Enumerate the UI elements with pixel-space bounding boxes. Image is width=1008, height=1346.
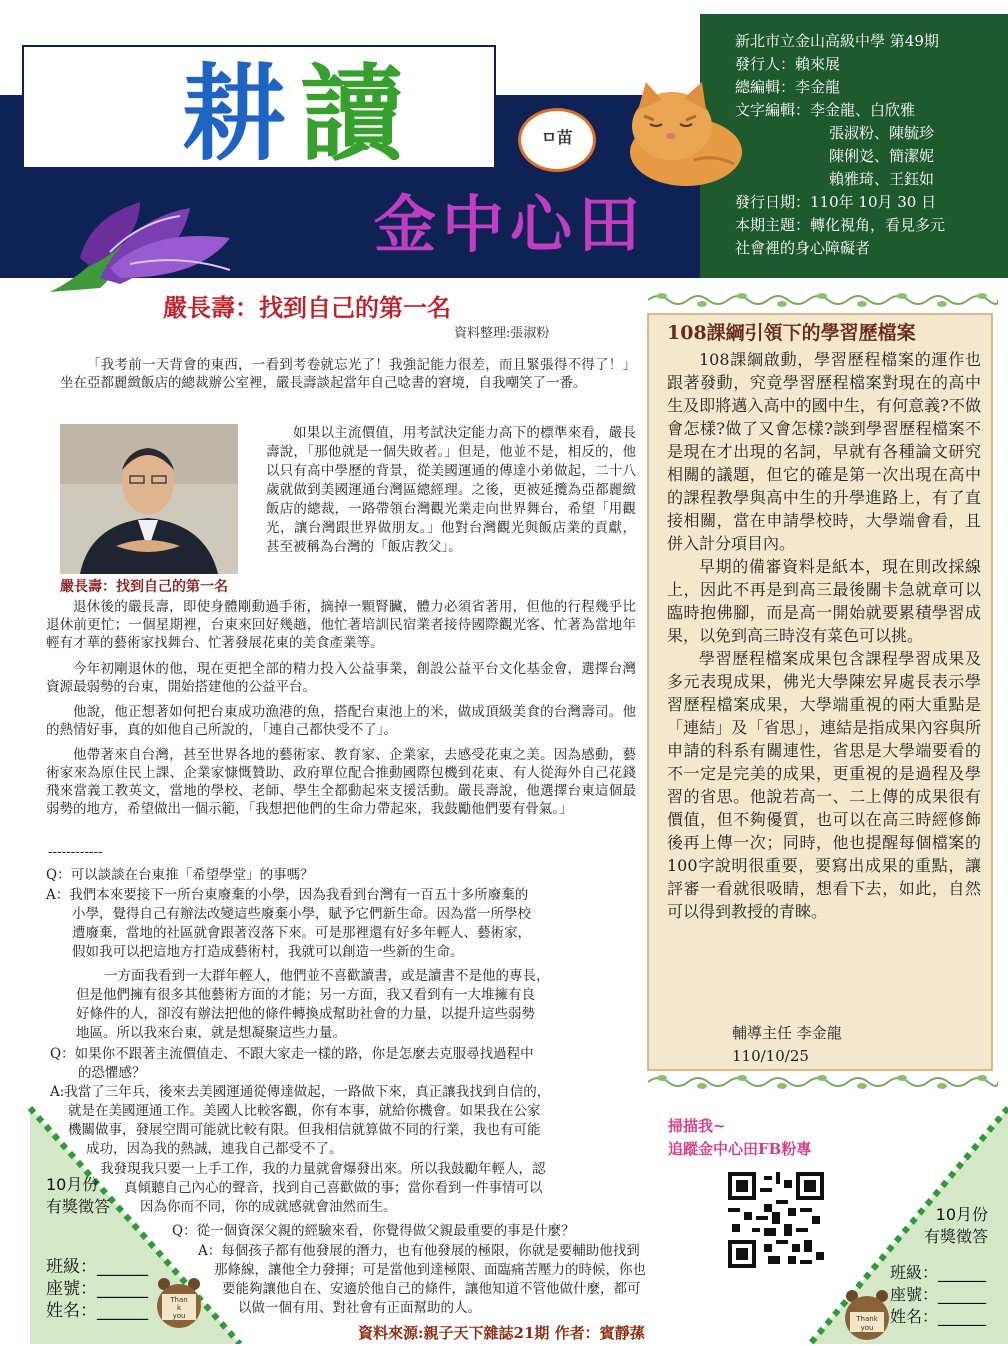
bear-note-left [166, 1296, 192, 1320]
answer-1-line-2: 小學，覺得自己有辦法改變這些廢棄小學，賦予它們新生命。因為當一所學校 [72, 906, 531, 922]
answer-3-line-2: 那條線，讓他全力發揮；可是當他到達極限、面臨痛苦壓力的時候，你也 [214, 1262, 646, 1278]
right-bear-sticker [842, 1288, 892, 1346]
scan-line-2: 追蹤金中心田FB粉專 [668, 1140, 812, 1158]
issue-line: 新北市立金山高級中學 第49期 [735, 32, 939, 50]
left-form-name[interactable]: 姓名：______ [46, 1301, 148, 1321]
article-paragraph-2: 今年初剛退休的他，現在更把全部的精力投入公益事業，創設公益平台文化基金會，選擇台灣資源最弱勢的台東，開始搭建他的公益平台。 [46, 661, 636, 695]
editors-line-4: 賴雅琦、王鈺如 [829, 170, 935, 188]
left-prize-label [46, 1174, 110, 1218]
question-2-line-1: Q：如果你不跟著主流價值走、不跟大家走一樣的路，你是怎麼去克服尋找過程中 [50, 1046, 534, 1062]
answer-2-line-7: 因為你而不同，你的成就感就會油然而生。 [140, 1199, 397, 1215]
right-entry-form [890, 1262, 1008, 1328]
editors-line-3: 陳俐彣、簡潔妮 [829, 147, 935, 165]
flower-icon [40, 188, 250, 298]
answer-2-line-6: 真傾聽自己內心的聲音，找到自己喜歡做的事；當你看到一件事情可以 [124, 1180, 543, 1196]
article-credit: 資料整理:張淑粉 [454, 326, 550, 341]
chief-editor-line: 總編輯：李金龍 [735, 78, 841, 96]
question-1: Q：可以談談在台東推「希望學堂」的事嗎？ [46, 867, 314, 883]
article-paragraph-3: 他說，他正想著如何把台東成功漁港的魚，搭配台東池上的米，做成頂級美食的台灣壽司。他的熱情好事，真的如他自己所說的，「連自己都快受不了」。 [46, 704, 636, 738]
answer-2-line-3: 機關做事，發展空間可能就比較有限。但我相信就算做不同的行業，我也有可能 [68, 1122, 541, 1138]
right-form-name[interactable]: 姓名：______ [890, 1307, 987, 1326]
photo-caption: 嚴長壽：找到自己的第一名 [60, 579, 228, 595]
answer-2-line-2: 就是在美國運通工作。美國人比較客觀，你有本事，就給你機會。如果我在公家 [68, 1103, 541, 1119]
right-prize-line-2: 有獎徵答 [924, 1227, 989, 1246]
answer-2-line-5: 我發現我只要一上手工作，我的力量就會爆發出來。所以我鼓勵年輕人，認 [100, 1161, 546, 1177]
bear-right-text-2: you [860, 1324, 874, 1332]
signature-date: 110/10/25 [732, 1047, 809, 1065]
editors-line-1: 文字編輯：李金龍、白欣雅 [735, 101, 916, 119]
title-du: 讀 [300, 53, 405, 175]
editors-line-2: 張淑粉、陳毓珍 [829, 124, 935, 142]
scan-prompt [668, 1115, 811, 1161]
vine-divider-top [648, 290, 998, 310]
sidebar-body [667, 348, 981, 923]
portrait-icon [60, 424, 238, 574]
bear-left-text-3: you [172, 1312, 186, 1320]
answer-1-line-7: 好條件的人，卻沒有辦法把他的條件轉換成幫助社會的力量，以提升這些弱勢 [76, 1006, 535, 1022]
article-paragraph-4: 他帶著來自台灣，甚至世界各地的藝術家、教育家、企業家，去感受花東之美。因為感動，藝術家來為原住民上課、企業家慷慨贊助、政府單位配合推動國際包機到花東、有人從海外自己花錢飛來當義工教英文，當地的學校、老師、學生全都動起來支援活動。嚴長壽說，他選擇台東這個最弱勢的地方，希望做出一個示範，「我想把他們的生命力帶起來，我鼓勵他們要有骨氣。」 [46, 747, 636, 817]
date-line: 發行日期：110年 10月 30 日 [735, 193, 937, 211]
left-prize-line-2: 有獎徵答 [46, 1197, 111, 1216]
article-source: 資料來源:親子天下雜誌21期 作者：賓靜蓀 [358, 1324, 645, 1342]
vine-divider-bottom [648, 1072, 998, 1092]
left-form-class[interactable]: 班級：______ [46, 1257, 148, 1277]
cat-icon [624, 80, 744, 190]
sidebar-title: 108課綱引領下的學習歷檔案 [667, 322, 916, 344]
sidebar-paragraph-1: 108課綱啟動，學習歷程檔案的運作也跟著發動，究竟學習歷程檔案對現在的高中生及即將邁入高中的國中生，有何意義?不做會怎樣?做了又會怎樣?談到學習歷程檔案不是現在才出現的名詞，早就有各種論文研究相關的議題，但它的確是第一次出現在高中的課程教學與高中生的升學進路上，有了直接相關，當在申請學校時，大學端會看，且併入計分項目內。 [667, 350, 981, 553]
bear-note-right [850, 1315, 884, 1333]
answer-1-line-6: 但是他們擁有很多其他藝術方面的才能；另一方面，我又看到有一大堆擁有良 [76, 987, 535, 1003]
scan-line-1: 掃描我~ [668, 1117, 726, 1135]
answer-1-line-4: 假如我可以把這地方打造成藝術村，我就可以創造一些新的生命。 [72, 944, 464, 960]
answer-3-line-4: 以做一個有用、對社會有正面幫助的人。 [238, 1300, 481, 1316]
question-3: Q：從一個資深父親的經驗來看，你覺得做父親最重要的事是什麼？ [172, 1223, 575, 1239]
answer-3-line-1: A：每個孩子都有他發展的潛力，也有他發展的極限，你就是要輔助他找到 [198, 1243, 640, 1259]
answer-1-line-1: A：我們本來要接下一所台東廢棄的小學，因為我看到台灣有一百五十多所廢棄的 [46, 887, 529, 903]
publisher-line: 發行人：賴來展 [735, 55, 841, 73]
divider: ------------ [48, 844, 103, 860]
speech-bubble: ㅁ苗 [518, 108, 596, 172]
sidebar-paragraph-2: 早期的備審資料是紙本，現在則改採線上，因此不再是到高三最後關卡急就章可以臨時抱佛腳，而是高一開始就要累積學習成果，以免到高三時沒有菜色可以挑。 [667, 557, 981, 645]
bear-right-text-1: Thank [856, 1315, 878, 1323]
right-prize-label [924, 1204, 988, 1248]
right-form-seat[interactable]: 座號：______ [890, 1285, 987, 1304]
answer-2-line-1: A:我當了三年兵，後來去美國運通從傳達做起，一路做下來，真正讓我找到自信的， [50, 1084, 551, 1100]
sidebar-signature [732, 1022, 842, 1068]
left-form-seat[interactable]: 座號：______ [46, 1279, 148, 1299]
signature-name: 輔導主任 李金龍 [732, 1024, 842, 1042]
right-prize-line-1: 10月份 [935, 1205, 989, 1224]
article-title: 嚴長壽：找到自己的第一名 [163, 293, 451, 322]
title-geng: 耕 [182, 53, 285, 175]
title-subtitle: 金中心田 [374, 188, 647, 261]
answer-1-line-3: 遭廢棄，當地的社區就會跟著沒落下來。可是那裡還有好多年輕人、藝術家， [72, 925, 531, 941]
left-bear-sticker [154, 1276, 204, 1334]
article-intro: 「我考前一天背會的東西，一看到考卷就忘光了！我強記能力很差，而且緊張得不得了！」坐在亞都麗緻飯店的總裁辦公室裡，嚴長壽談起當年自己唸書的窘境，自我嘲笑了一番。 [60, 357, 636, 391]
answer-2-line-4: 成功，因為我的熱誠，連我自己都受不了。 [86, 1141, 343, 1157]
answer-1-line-5: 一方面我看到一大群年輕人，他們並不喜歡讀書，或是讀書不是他的專長， [104, 968, 550, 984]
masthead-info [735, 30, 1005, 260]
answer-1-line-8: 地區。所以我來台東，就是想凝聚這些力量。 [76, 1025, 346, 1041]
bear-left-text-1: Than [170, 1296, 188, 1304]
left-prize-line-1: 10月份 [46, 1175, 99, 1194]
bear-left-text-2: k [176, 1304, 182, 1312]
article-side-paragraph: 如果以主流價值，用考試決定能力高下的標準來看，嚴長壽說，「那他就是一個失敗者。」但是，他並不是，相反的，他以只有高中學歷的背景，從美國運通的傳達小弟做起，二十八歲就做到美國運通台灣區總經理。之後，更被延攬為亞都麗緻飯店的總裁，一路帶領台灣觀光業走向世界舞台，希望「用觀光，讓台灣跟世界做朋友。」他對台灣觀光與飯店業的貢獻，甚至被稱為台灣的「飯店教父」。 [266, 425, 636, 555]
article-paragraph-1: 退休後的嚴長壽，即使身體剛動過手術，摘掉一顆腎臟，體力必須省著用，但他的行程幾乎比退休前更忙；一個星期裡，台東來回好幾趟，他忙著培訓民宿業者接待國際觀光客、忙著為當地年輕有才華的藝術家找舞台、忙著發展花東的美食產業等。 [46, 599, 636, 651]
left-entry-form [46, 1256, 148, 1322]
theme-line-1: 本期主題：轉化視角，看見多元 [735, 216, 946, 234]
right-form-class[interactable]: 班級：______ [890, 1263, 987, 1282]
answer-3-line-3: 要能夠讓他自在、安適於他自己的條件，讓他知道不管他做什麼，都可 [222, 1281, 641, 1297]
theme-line-2: 社會裡的身心障礙者 [735, 239, 871, 257]
portrait-photo [60, 424, 238, 574]
sidebar-paragraph-3: 學習歷程檔案成果包含課程學習成果及多元表現成果，佛光大學陳宏昇處長表示學習歷程檔案成果，大學端重視的兩大重點是「連結」及「省思」，連結是指成果內容與所申請的科系有關連性，省思是大學端要看的不一定是完美的成果，更重視的是過程及學習的省思。他說若高一、二上傳的成果很有價值，但不夠優質，也可以在高三時經修飾後再上傳一次；同時，他也提醒每個檔案的100字說明很重要，要寫出成果的重點，讓評審一看就很吸睛，想看下去，如此，自然可以得到教授的青睞。 [667, 649, 981, 921]
question-2-line-2: 的恐懼感？ [78, 1065, 146, 1081]
